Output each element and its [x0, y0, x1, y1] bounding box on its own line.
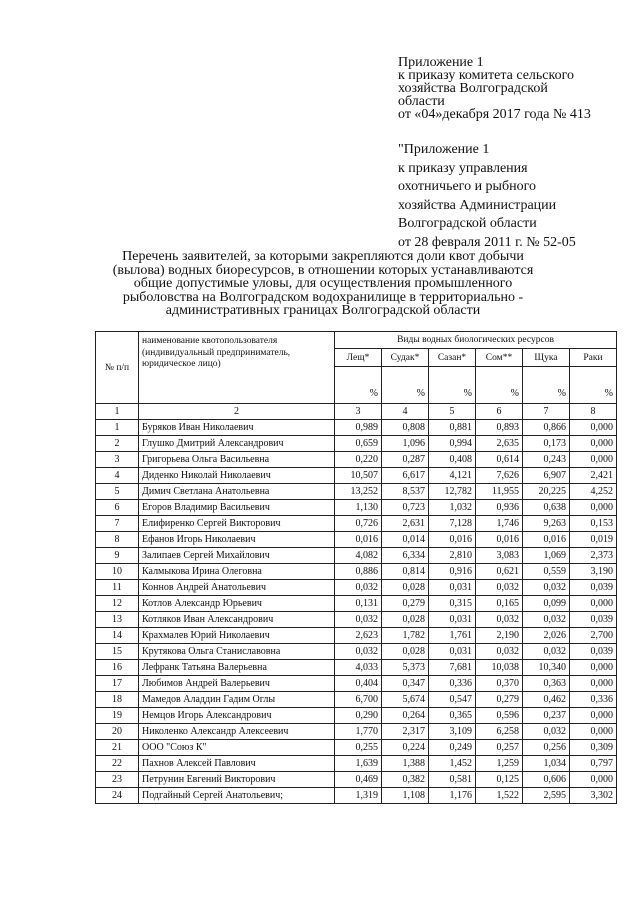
row-number: 4 [96, 468, 139, 484]
quota-share-value: 0,039 [570, 644, 617, 660]
col-num-header: № п/п [96, 332, 139, 404]
quota-share-value: 0,173 [523, 436, 570, 452]
quota-holder-name: Димич Светлана Анатольевна [139, 484, 335, 500]
quota-share-value: 0,336 [429, 676, 476, 692]
quota-share-value: 0,031 [429, 612, 476, 628]
table-row [96, 564, 617, 580]
quota-share-value: 0,606 [523, 772, 570, 788]
quota-share-value: 0,016 [429, 532, 476, 548]
quota-share-value: 6,334 [382, 548, 429, 564]
table-row [96, 724, 617, 740]
col-name-header: наименование квотопользователя (индивидуальный предприниматель, юридическое лицо) [139, 332, 335, 404]
quota-share-value: 0,336 [570, 692, 617, 708]
row-number: 7 [96, 516, 139, 532]
quota-holder-name: Котлов Александр Юрьевич [139, 596, 335, 612]
table-row [96, 596, 617, 612]
quota-share-value: 0,153 [570, 516, 617, 532]
quota-share-value: 0,032 [335, 580, 382, 596]
quota-share-value: 0,309 [570, 740, 617, 756]
quota-table [95, 331, 617, 804]
quota-share-value: 0,363 [523, 676, 570, 692]
quota-share-value: 1,259 [476, 756, 523, 772]
quota-share-value: 0,994 [429, 436, 476, 452]
quota-share-value: 6,700 [335, 692, 382, 708]
appendix-quote-line: охотничьего и рыбного [398, 179, 536, 194]
table-row [96, 740, 617, 756]
table-row [96, 500, 617, 516]
quota-share-value: 0,408 [429, 452, 476, 468]
row-number: 21 [96, 740, 139, 756]
table-row [96, 708, 617, 724]
row-number: 24 [96, 788, 139, 804]
quota-share-value: 0,723 [382, 500, 429, 516]
quota-share-value: 0,019 [570, 532, 617, 548]
quota-share-value: 0,000 [570, 772, 617, 788]
quota-share-value: 0,659 [335, 436, 382, 452]
row-number: 8 [96, 532, 139, 548]
quota-holder-name: Котляков Иван Александрович [139, 612, 335, 628]
quota-share-value: 0,365 [429, 708, 476, 724]
quota-share-value: 0,614 [476, 452, 523, 468]
quota-share-value: 9,263 [523, 516, 570, 532]
quota-share-value: 3,190 [570, 564, 617, 580]
table-row [96, 548, 617, 564]
quota-share-value: 0,000 [570, 724, 617, 740]
quota-holder-name: Буряков Иван Николаевич [139, 420, 335, 436]
quota-share-value: 0,462 [523, 692, 570, 708]
unit-cell: % [382, 367, 429, 404]
table-row [96, 788, 617, 804]
quota-share-value: 0,370 [476, 676, 523, 692]
quota-share-value: 0,249 [429, 740, 476, 756]
quota-share-value: 0,989 [335, 420, 382, 436]
row-number: 1 [96, 420, 139, 436]
column-number: 7 [523, 404, 570, 420]
appendix-header-line: от «04»декабря 2017 года № 413 [398, 107, 591, 122]
quota-share-value: 0,000 [570, 676, 617, 692]
quota-share-value: 0,290 [335, 708, 382, 724]
quota-holder-name: Залипаев Сергей Михайлович [139, 548, 335, 564]
quota-share-value: 0,032 [476, 644, 523, 660]
quota-share-value: 2,026 [523, 628, 570, 644]
row-number: 2 [96, 436, 139, 452]
quota-holder-name: Николенко Александр Алексеевич [139, 724, 335, 740]
quota-holder-name: Лефранк Татьяна Валерьевна [139, 660, 335, 676]
quota-share-value: 0,028 [382, 612, 429, 628]
quota-share-value: 3,302 [570, 788, 617, 804]
appendix-header-line: хозяйства Волгоградской [398, 81, 548, 96]
table-row [96, 532, 617, 548]
quota-share-value: 1,522 [476, 788, 523, 804]
table-row [96, 516, 617, 532]
quota-share-value: 1,176 [429, 788, 476, 804]
quota-share-value: 0,000 [570, 660, 617, 676]
quota-share-value: 0,404 [335, 676, 382, 692]
quota-share-value: 0,000 [570, 420, 617, 436]
quota-share-value: 3,083 [476, 548, 523, 564]
quota-share-value: 0,032 [476, 580, 523, 596]
quota-share-value: 3,109 [429, 724, 476, 740]
quota-share-value: 1,319 [335, 788, 382, 804]
quota-share-value: 4,082 [335, 548, 382, 564]
quota-share-value: 0,016 [335, 532, 382, 548]
appendix-quote-line: к приказу управления [398, 160, 528, 176]
unit-cell: % [335, 367, 382, 404]
quota-holder-name: Мамедов Аладдин Гадим Оглы [139, 692, 335, 708]
quota-share-value: 13,252 [335, 484, 382, 500]
quota-share-value: 0,866 [523, 420, 570, 436]
quota-share-value: 2,700 [570, 628, 617, 644]
table-row [96, 436, 617, 452]
column-number: 2 [139, 404, 335, 420]
quota-share-value: 0,032 [335, 644, 382, 660]
quota-share-value: 0,347 [382, 676, 429, 692]
quota-holder-name: Калмыкова Ирина Олеговна [139, 564, 335, 580]
column-number: 1 [96, 404, 139, 420]
quota-holder-name: Коннов Андрей Анатольевич [139, 580, 335, 596]
species-header: Сом** [476, 349, 523, 367]
column-number: 5 [429, 404, 476, 420]
quota-share-value: 1,746 [476, 516, 523, 532]
quota-share-value: 1,034 [523, 756, 570, 772]
quota-share-value: 0,256 [523, 740, 570, 756]
column-number: 8 [570, 404, 617, 420]
quota-holder-name: Глушко Дмитрий Александрович [139, 436, 335, 452]
quota-share-value: 1,032 [429, 500, 476, 516]
quota-holder-name: ООО "Союз К" [139, 740, 335, 756]
quota-share-value: 0,000 [570, 436, 617, 452]
quota-share-value: 4,252 [570, 484, 617, 500]
row-number: 22 [96, 756, 139, 772]
quota-share-value: 6,907 [523, 468, 570, 484]
quota-share-value: 1,096 [382, 436, 429, 452]
quota-share-value: 0,032 [523, 644, 570, 660]
quota-share-value: 0,125 [476, 772, 523, 788]
quota-share-value: 0,886 [335, 564, 382, 580]
quota-holder-name: Диденко Николай Николаевич [139, 468, 335, 484]
quota-holder-name: Елифиренко Сергей Викторович [139, 516, 335, 532]
quota-share-value: 0,016 [476, 532, 523, 548]
quota-share-value: 0,224 [382, 740, 429, 756]
quota-share-value: 0,916 [429, 564, 476, 580]
appendix-quote-line: от 28 февраля 2011 г. № 52-05 [398, 234, 576, 250]
quota-share-value: 2,190 [476, 628, 523, 644]
quota-share-value: 0,032 [335, 612, 382, 628]
quota-share-value: 1,639 [335, 756, 382, 772]
quota-share-value: 0,893 [476, 420, 523, 436]
row-number: 9 [96, 548, 139, 564]
quota-share-value: 0,264 [382, 708, 429, 724]
quota-share-value: 20,225 [523, 484, 570, 500]
quota-share-value: 0,000 [570, 500, 617, 516]
column-number: 4 [382, 404, 429, 420]
row-number: 17 [96, 676, 139, 692]
unit-cell: % [570, 367, 617, 404]
quota-share-value: 0,596 [476, 708, 523, 724]
quota-holder-name: Пахнов Алексей Павлович [139, 756, 335, 772]
quota-holder-name: Егоров Владимир Васильевич [139, 500, 335, 516]
quota-share-value: 0,255 [335, 740, 382, 756]
quota-share-value: 0,287 [382, 452, 429, 468]
quota-share-value: 2,631 [382, 516, 429, 532]
appendix-quote-line: хозяйства Администрации [398, 197, 557, 213]
quota-share-value: 0,099 [523, 596, 570, 612]
row-number: 12 [96, 596, 139, 612]
quota-share-value: 7,681 [429, 660, 476, 676]
quota-share-value: 0,028 [382, 644, 429, 660]
row-number: 11 [96, 580, 139, 596]
quota-share-value: 0,279 [382, 596, 429, 612]
quota-share-value: 7,128 [429, 516, 476, 532]
quota-share-value: 2,635 [476, 436, 523, 452]
species-group-header: Виды водных биологических ресурсов [335, 332, 617, 349]
table-row [96, 628, 617, 644]
quota-share-value: 6,258 [476, 724, 523, 740]
table-body [96, 420, 617, 804]
table-row [96, 452, 617, 468]
table-row [96, 484, 617, 500]
quota-share-value: 0,131 [335, 596, 382, 612]
table-row [96, 692, 617, 708]
quota-share-value: 0,016 [523, 532, 570, 548]
quota-share-value: 0,257 [476, 740, 523, 756]
quota-share-value: 2,421 [570, 468, 617, 484]
quota-share-value: 1,782 [382, 628, 429, 644]
quota-holder-name: Немцов Игорь Александрович [139, 708, 335, 724]
quota-share-value: 0,621 [476, 564, 523, 580]
quota-share-value: 0,000 [570, 708, 617, 724]
quota-share-value: 0,797 [570, 756, 617, 772]
quota-share-value: 0,315 [429, 596, 476, 612]
quota-share-value: 11,955 [476, 484, 523, 500]
quota-share-value: 4,121 [429, 468, 476, 484]
quota-share-value: 5,674 [382, 692, 429, 708]
table-row [96, 420, 617, 436]
quota-holder-name: Подгайный Сергей Анатольевич; [139, 788, 335, 804]
quota-share-value: 2,595 [523, 788, 570, 804]
quota-share-value: 10,038 [476, 660, 523, 676]
column-number: 3 [335, 404, 382, 420]
quota-share-value: 0,814 [382, 564, 429, 580]
quota-share-value: 0,000 [570, 452, 617, 468]
quota-share-value: 0,382 [382, 772, 429, 788]
unit-cell: % [429, 367, 476, 404]
column-number: 6 [476, 404, 523, 420]
appendix-header [398, 56, 634, 121]
quota-share-value: 0,039 [570, 580, 617, 596]
quota-share-value: 4,033 [335, 660, 382, 676]
quota-share-value: 0,279 [476, 692, 523, 708]
quota-share-value: 1,130 [335, 500, 382, 516]
quota-holder-name: Ефанов Игорь Николаевич [139, 532, 335, 548]
quota-share-value: 0,220 [335, 452, 382, 468]
appendix-quote-line: "Приложение 1 [398, 142, 490, 157]
quota-share-value: 10,507 [335, 468, 382, 484]
species-header: Сазан* [429, 349, 476, 367]
quota-share-value: 1,388 [382, 756, 429, 772]
table-row [96, 772, 617, 788]
unit-cell: % [523, 367, 570, 404]
row-number: 18 [96, 692, 139, 708]
appendix-quote-line: Волгоградской области [398, 216, 537, 231]
row-number: 5 [96, 484, 139, 500]
row-number: 6 [96, 500, 139, 516]
quota-share-value: 2,623 [335, 628, 382, 644]
row-number: 13 [96, 612, 139, 628]
quota-share-value: 0,559 [523, 564, 570, 580]
appendix-header-line: области [398, 94, 445, 109]
row-number: 19 [96, 708, 139, 724]
table-row [96, 660, 617, 676]
quota-share-value: 0,031 [429, 580, 476, 596]
row-number: 14 [96, 628, 139, 644]
table-row [96, 756, 617, 772]
quota-share-value: 0,028 [382, 580, 429, 596]
quota-share-value: 0,469 [335, 772, 382, 788]
quota-share-value: 0,032 [523, 580, 570, 596]
table-row [96, 612, 617, 628]
quota-holder-name: Любимов Андрей Валерьевич [139, 676, 335, 692]
quota-share-value: 0,032 [476, 612, 523, 628]
quota-share-value: 1,770 [335, 724, 382, 740]
quota-share-value: 0,881 [429, 420, 476, 436]
row-number: 23 [96, 772, 139, 788]
quota-share-value: 10,340 [523, 660, 570, 676]
species-header: Щука [523, 349, 570, 367]
quota-share-value: 0,243 [523, 452, 570, 468]
species-header: Судак* [382, 349, 429, 367]
quota-share-value: 0,237 [523, 708, 570, 724]
quota-share-value: 2,373 [570, 548, 617, 564]
quota-share-value: 6,617 [382, 468, 429, 484]
quota-share-value: 12,782 [429, 484, 476, 500]
quota-share-value: 0,032 [523, 724, 570, 740]
row-number: 15 [96, 644, 139, 660]
row-number: 16 [96, 660, 139, 676]
quota-holder-name: Григорьева Ольга Васильевна [139, 452, 335, 468]
quota-share-value: 7,626 [476, 468, 523, 484]
appendix-quote [398, 141, 634, 252]
table-row [96, 580, 617, 596]
table-row [96, 644, 617, 660]
quota-share-value: 0,547 [429, 692, 476, 708]
table-row [96, 676, 617, 692]
quota-holder-name: Петрунин Евгений Викторович [139, 772, 335, 788]
species-header: Раки [570, 349, 617, 367]
quota-share-value: 0,581 [429, 772, 476, 788]
quota-share-value: 0,032 [523, 612, 570, 628]
quota-share-value: 0,638 [523, 500, 570, 516]
quota-share-value: 5,373 [382, 660, 429, 676]
quota-share-value: 0,726 [335, 516, 382, 532]
row-number: 20 [96, 724, 139, 740]
species-header: Лещ* [335, 349, 382, 367]
quota-share-value: 1,452 [429, 756, 476, 772]
quota-share-value: 2,810 [429, 548, 476, 564]
quota-share-value: 0,031 [429, 644, 476, 660]
quota-share-value: 0,165 [476, 596, 523, 612]
appendix-header-line: Приложение 1 [398, 55, 484, 70]
quota-holder-name: Крутякова Ольга Станиславовна [139, 644, 335, 660]
quota-holder-name: Крахмалев Юрий Николаевич [139, 628, 335, 644]
document-title: Перечень заявителей, за которыми закрепляются доли квот добычи (вылова) водных биоресурсов, в отношении которых устанавливаются общие допустимые уловы, для осуществления промышленного рыболовства на Волгоградском водохранилище в территориально - административных границах Волгоградской области [112, 249, 534, 318]
quota-share-value: 2,317 [382, 724, 429, 740]
quota-share-value: 0,014 [382, 532, 429, 548]
row-number: 3 [96, 452, 139, 468]
appendix-header-line: к приказу комитета сельского [398, 68, 575, 83]
quota-share-value: 1,761 [429, 628, 476, 644]
quota-share-value: 1,108 [382, 788, 429, 804]
quota-share-value: 0,000 [570, 596, 617, 612]
table-row [96, 468, 617, 484]
quota-share-value: 8,537 [382, 484, 429, 500]
quota-share-value: 1,069 [523, 548, 570, 564]
quota-share-value: 0,936 [476, 500, 523, 516]
unit-cell: % [476, 367, 523, 404]
row-number: 10 [96, 564, 139, 580]
quota-share-value: 0,808 [382, 420, 429, 436]
quota-share-value: 0,039 [570, 612, 617, 628]
